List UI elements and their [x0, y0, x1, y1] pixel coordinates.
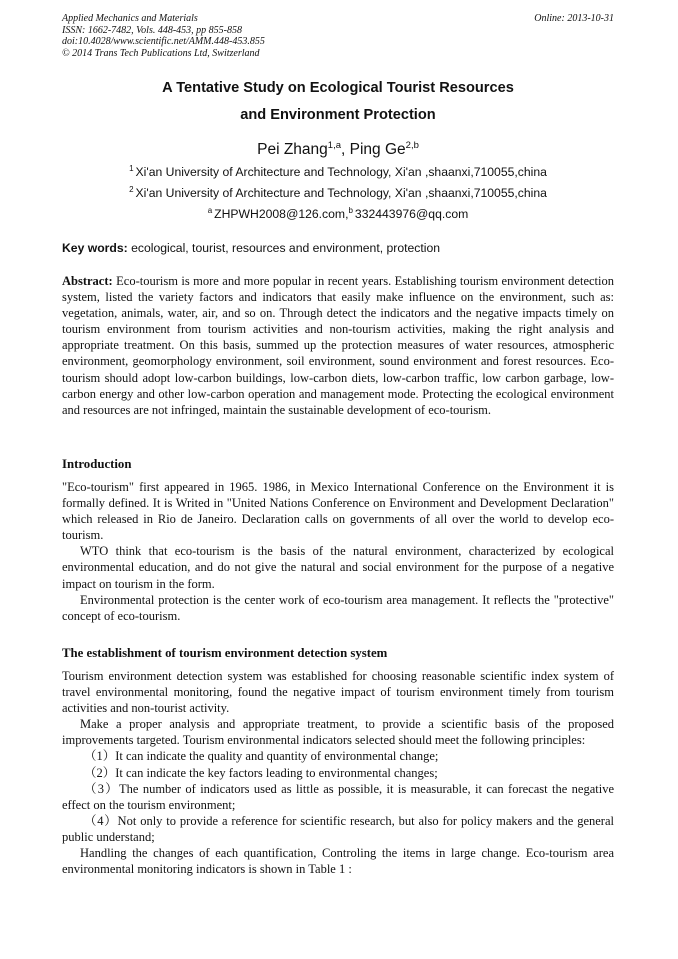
- author-2-name: Ping Ge: [349, 141, 406, 158]
- email-b: 332443976@qq.com: [354, 207, 469, 221]
- keywords-label: Key words:: [62, 241, 128, 255]
- email-a: ZHPWH2008@126.com,: [214, 207, 349, 221]
- email-b-mark: b: [348, 206, 353, 215]
- introduction-paragraph-3: Environmental protection is the center work of eco-tourism area management. It reflects the "protective" concept of eco-tourism.: [62, 592, 614, 623]
- issn-line: ISSN: 1662-7482, Vols. 448-453, pp 855-858: [62, 24, 242, 36]
- affiliation-1-text: Xi'an University of Architecture and Technology, Xi'an ,shaanxi,710055,china: [135, 165, 547, 179]
- abstract-text: Eco-tourism is more and more popular in recent years. Establishing tourism environment detection system, listed the variety factors and indicators that easily make influence on the environment, such as: vegetation, animals, water, air, and so on. Through detect the indicators and the negative impacts timely on tourism environment from tourism activities and non-tourism activities, making the right analysis and appropriate treatment. On this basis, summed up the protection measures of water resources, atmospheric environment, geomorphology environment, soil environment, sound environment and forest resources. Eco-tourism should adopt low-carbon buildings, low-carbon diets, low-carbon traffic, low carbon garbage, low-carbon energy and other low-carbon operation and management mode. Protecting the ecological environment and resources are not infringed, maintain the sustainable development of eco-tourism.: [62, 274, 614, 417]
- author-emails: [62, 206, 614, 221]
- affiliation-1-mark: 1: [129, 164, 134, 173]
- establishment-paragraph-2: Make a proper analysis and appropriate treatment, to provide a scientific basis of the proposed improvements targeted. Tourism environmental indicators selected should meet the following principles:: [62, 717, 614, 748]
- introduction-body: [62, 479, 614, 624]
- keywords-text: ecological, tourist, resources and environment, protection: [127, 241, 441, 255]
- doi-line: doi:10.4028/www.scientific.net/AMM.448-453.855: [62, 36, 265, 47]
- introduction-paragraph-2: WTO think that eco-tourism is the basis of the natural environment, characterized by ecological environmental education, and do not give the natural and social environment for the purpose of a negative impact on tourism in the form.: [62, 544, 614, 591]
- paper-title-line-1: A Tentative Study on Ecological Tourist Resources: [162, 80, 514, 96]
- author-1-name: Pei Zhang: [257, 141, 328, 158]
- establishment-body: [62, 668, 614, 877]
- journal-name: Applied Mechanics and Materials: [62, 13, 198, 24]
- principle-item-3: （3）The number of indicators used as little as possible, it is measurable, it can forecast the negative effect on the tourism environment;: [62, 781, 614, 812]
- copyright-line: © 2014 Trans Tech Publications Ltd, Switzerland: [62, 47, 260, 59]
- author-2-affiliation-mark: 2,b: [405, 140, 419, 151]
- author-1-affiliation-mark: 1,a: [327, 140, 342, 151]
- introduction-paragraph-1: "Eco-tourism" first appeared in 1965. 1986, in Mexico International Conference on the Environment it is formally defined. It is Writed in "United Nations Conference on Environment and Development Declaration" which released in Rio de Janeiro. Declaration calls on governments of all over the world to develop eco-tourism.: [62, 480, 614, 543]
- author-separator: ,: [341, 141, 350, 158]
- abstract-paragraph: [62, 273, 614, 418]
- email-a-mark: a: [207, 206, 213, 215]
- establishment-paragraph-1: Tourism environment detection system was established for choosing reasonable scientific index system of travel environmental monitoring, found the negative impact of tourism environment timely from tourism activities and non-tourist activity.: [62, 669, 614, 716]
- journal-header: [62, 13, 614, 59]
- author-list: [62, 140, 614, 159]
- section-heading-establishment: The establishment of tourism environment detection system: [62, 646, 388, 660]
- principle-item-2: （2）It can indicate the key factors leading to environmental changes;: [84, 765, 438, 780]
- affiliation-2-text: Xi'an University of Architecture and Technology, Xi'an ,shaanxi,710055,china: [135, 186, 547, 200]
- abstract: [62, 273, 614, 418]
- affiliation-2-mark: 2: [129, 185, 134, 194]
- principle-item-4: （4）Not only to provide a reference for scientific research, but also for policy makers and the general public understand;: [62, 813, 614, 844]
- abstract-label: Abstract:: [62, 274, 113, 288]
- online-date: Online: 2013-10-31: [534, 13, 614, 24]
- section-heading-introduction: Introduction: [62, 457, 132, 471]
- principle-item-1: （1）It can indicate the quality and quantity of environmental change;: [84, 749, 439, 764]
- establishment-paragraph-3: Handling the changes of each quantification, Controling the items in large change. Eco-tourism area environmental monitoring indicators is shown in Table 1 :: [62, 846, 614, 877]
- keywords: [62, 241, 614, 255]
- paper-title-line-2: and Environment Protection: [240, 107, 436, 123]
- affiliation-2: [62, 185, 614, 200]
- affiliation-1: [62, 164, 614, 179]
